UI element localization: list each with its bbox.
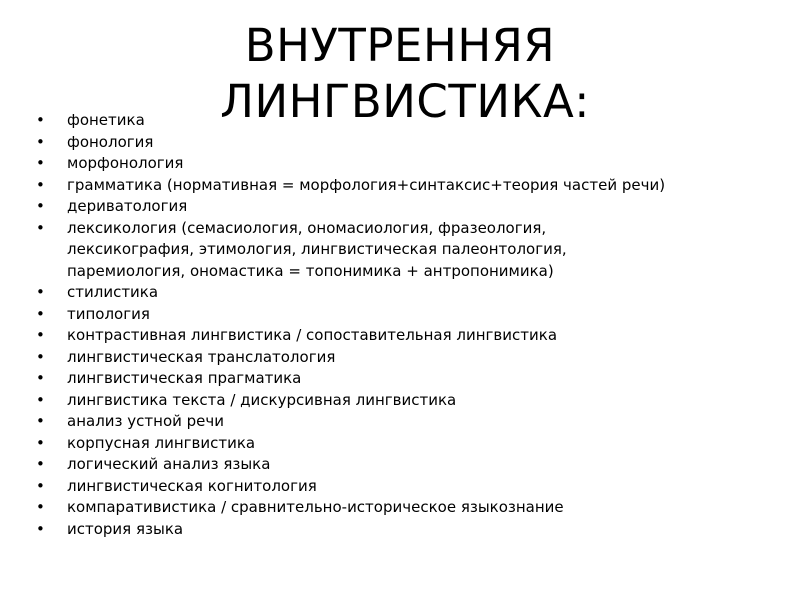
list-item-text: компаративистика / сравнительно-историческое языкознание [67, 498, 564, 516]
list-item-text-line-1: лексикология (семасиология, ономасиология, фразеология, [67, 218, 547, 237]
bullet-icon: • [36, 326, 45, 344]
bullet-icon: • [36, 197, 45, 215]
list-item-grammar [36, 175, 786, 197]
list-item-text: дериватология [67, 197, 188, 215]
list-item-stylistics [36, 282, 786, 304]
list-item-text: логический анализ языка [67, 455, 271, 473]
bullet-icon: • [36, 433, 45, 452]
list-item-text: фонология [67, 132, 154, 151]
title-line-1: ВНУТРЕННЯЯ [244, 19, 556, 72]
list-item-translatology [36, 347, 786, 369]
list-item-logical-analysis [36, 454, 786, 476]
bullet-icon: • [36, 304, 45, 323]
list-item-text: лингвистика текста / дискурсивная лингвистика [67, 390, 457, 409]
bullet-icon: • [36, 390, 45, 409]
list-item-text: корпусная лингвистика [67, 433, 256, 452]
list-item-morphonology [36, 153, 786, 175]
list-item-text: история языка [67, 519, 184, 538]
list-item-cognitology [36, 476, 786, 498]
bullet-icon: • [36, 154, 45, 172]
bullet-icon: • [36, 369, 45, 387]
list-item-corpus-linguistics [36, 433, 786, 455]
list-item-pragmatics [36, 368, 786, 390]
title-line-2: ЛИНГВИСТИКА: [220, 75, 590, 128]
list-item-lexicology [36, 218, 786, 283]
list-item-text: лингвистическая прагматика [67, 369, 302, 387]
list-item-text: грамматика (нормативная = морфология+синтаксис+теория частей речи) [67, 175, 666, 194]
list-item-text: типология [67, 304, 150, 323]
bullet-icon: • [36, 347, 45, 366]
list-item-text-line-3: паремиология, ономастика = топонимика + антропонимика) [67, 261, 554, 280]
list-item-text: фонетика [67, 111, 145, 129]
list-item-text: стилистика [67, 283, 159, 301]
list-item-text: лингвистическая транслатология [67, 347, 336, 366]
topic-list [36, 110, 786, 540]
list-item-text-line-2: лексикография, этимология, лингвистическая палеонтология, [67, 240, 567, 258]
list-item-text: лингвистическая когнитология [67, 476, 317, 495]
list-item-language-history [36, 519, 786, 541]
list-item-phonology [36, 132, 786, 154]
bullet-icon: • [36, 132, 45, 151]
list-item-derivatology [36, 196, 786, 218]
list-item-text: анализ устной речи [67, 412, 224, 430]
list-item-text: контрастивная лингвистика / сопоставительная лингвистика [67, 326, 558, 344]
list-item-comparative-studies [36, 497, 786, 519]
bullet-icon: • [36, 218, 45, 237]
list-item-phonetics [36, 110, 786, 132]
bullet-icon: • [36, 412, 45, 430]
list-item-typology [36, 304, 786, 326]
bullet-icon: • [36, 283, 45, 301]
list-item-text-linguistics [36, 390, 786, 412]
bullet-icon: • [36, 455, 45, 473]
bullet-icon: • [36, 476, 45, 495]
bullet-icon: • [36, 175, 45, 194]
bullet-icon: • [36, 519, 45, 538]
list-item-text [67, 218, 786, 283]
bullet-icon: • [36, 111, 45, 129]
bullet-icon: • [36, 498, 45, 516]
list-item-contrastive-linguistics [36, 325, 786, 347]
list-item-text: морфонология [67, 154, 184, 172]
list-item-oral-speech-analysis [36, 411, 786, 433]
